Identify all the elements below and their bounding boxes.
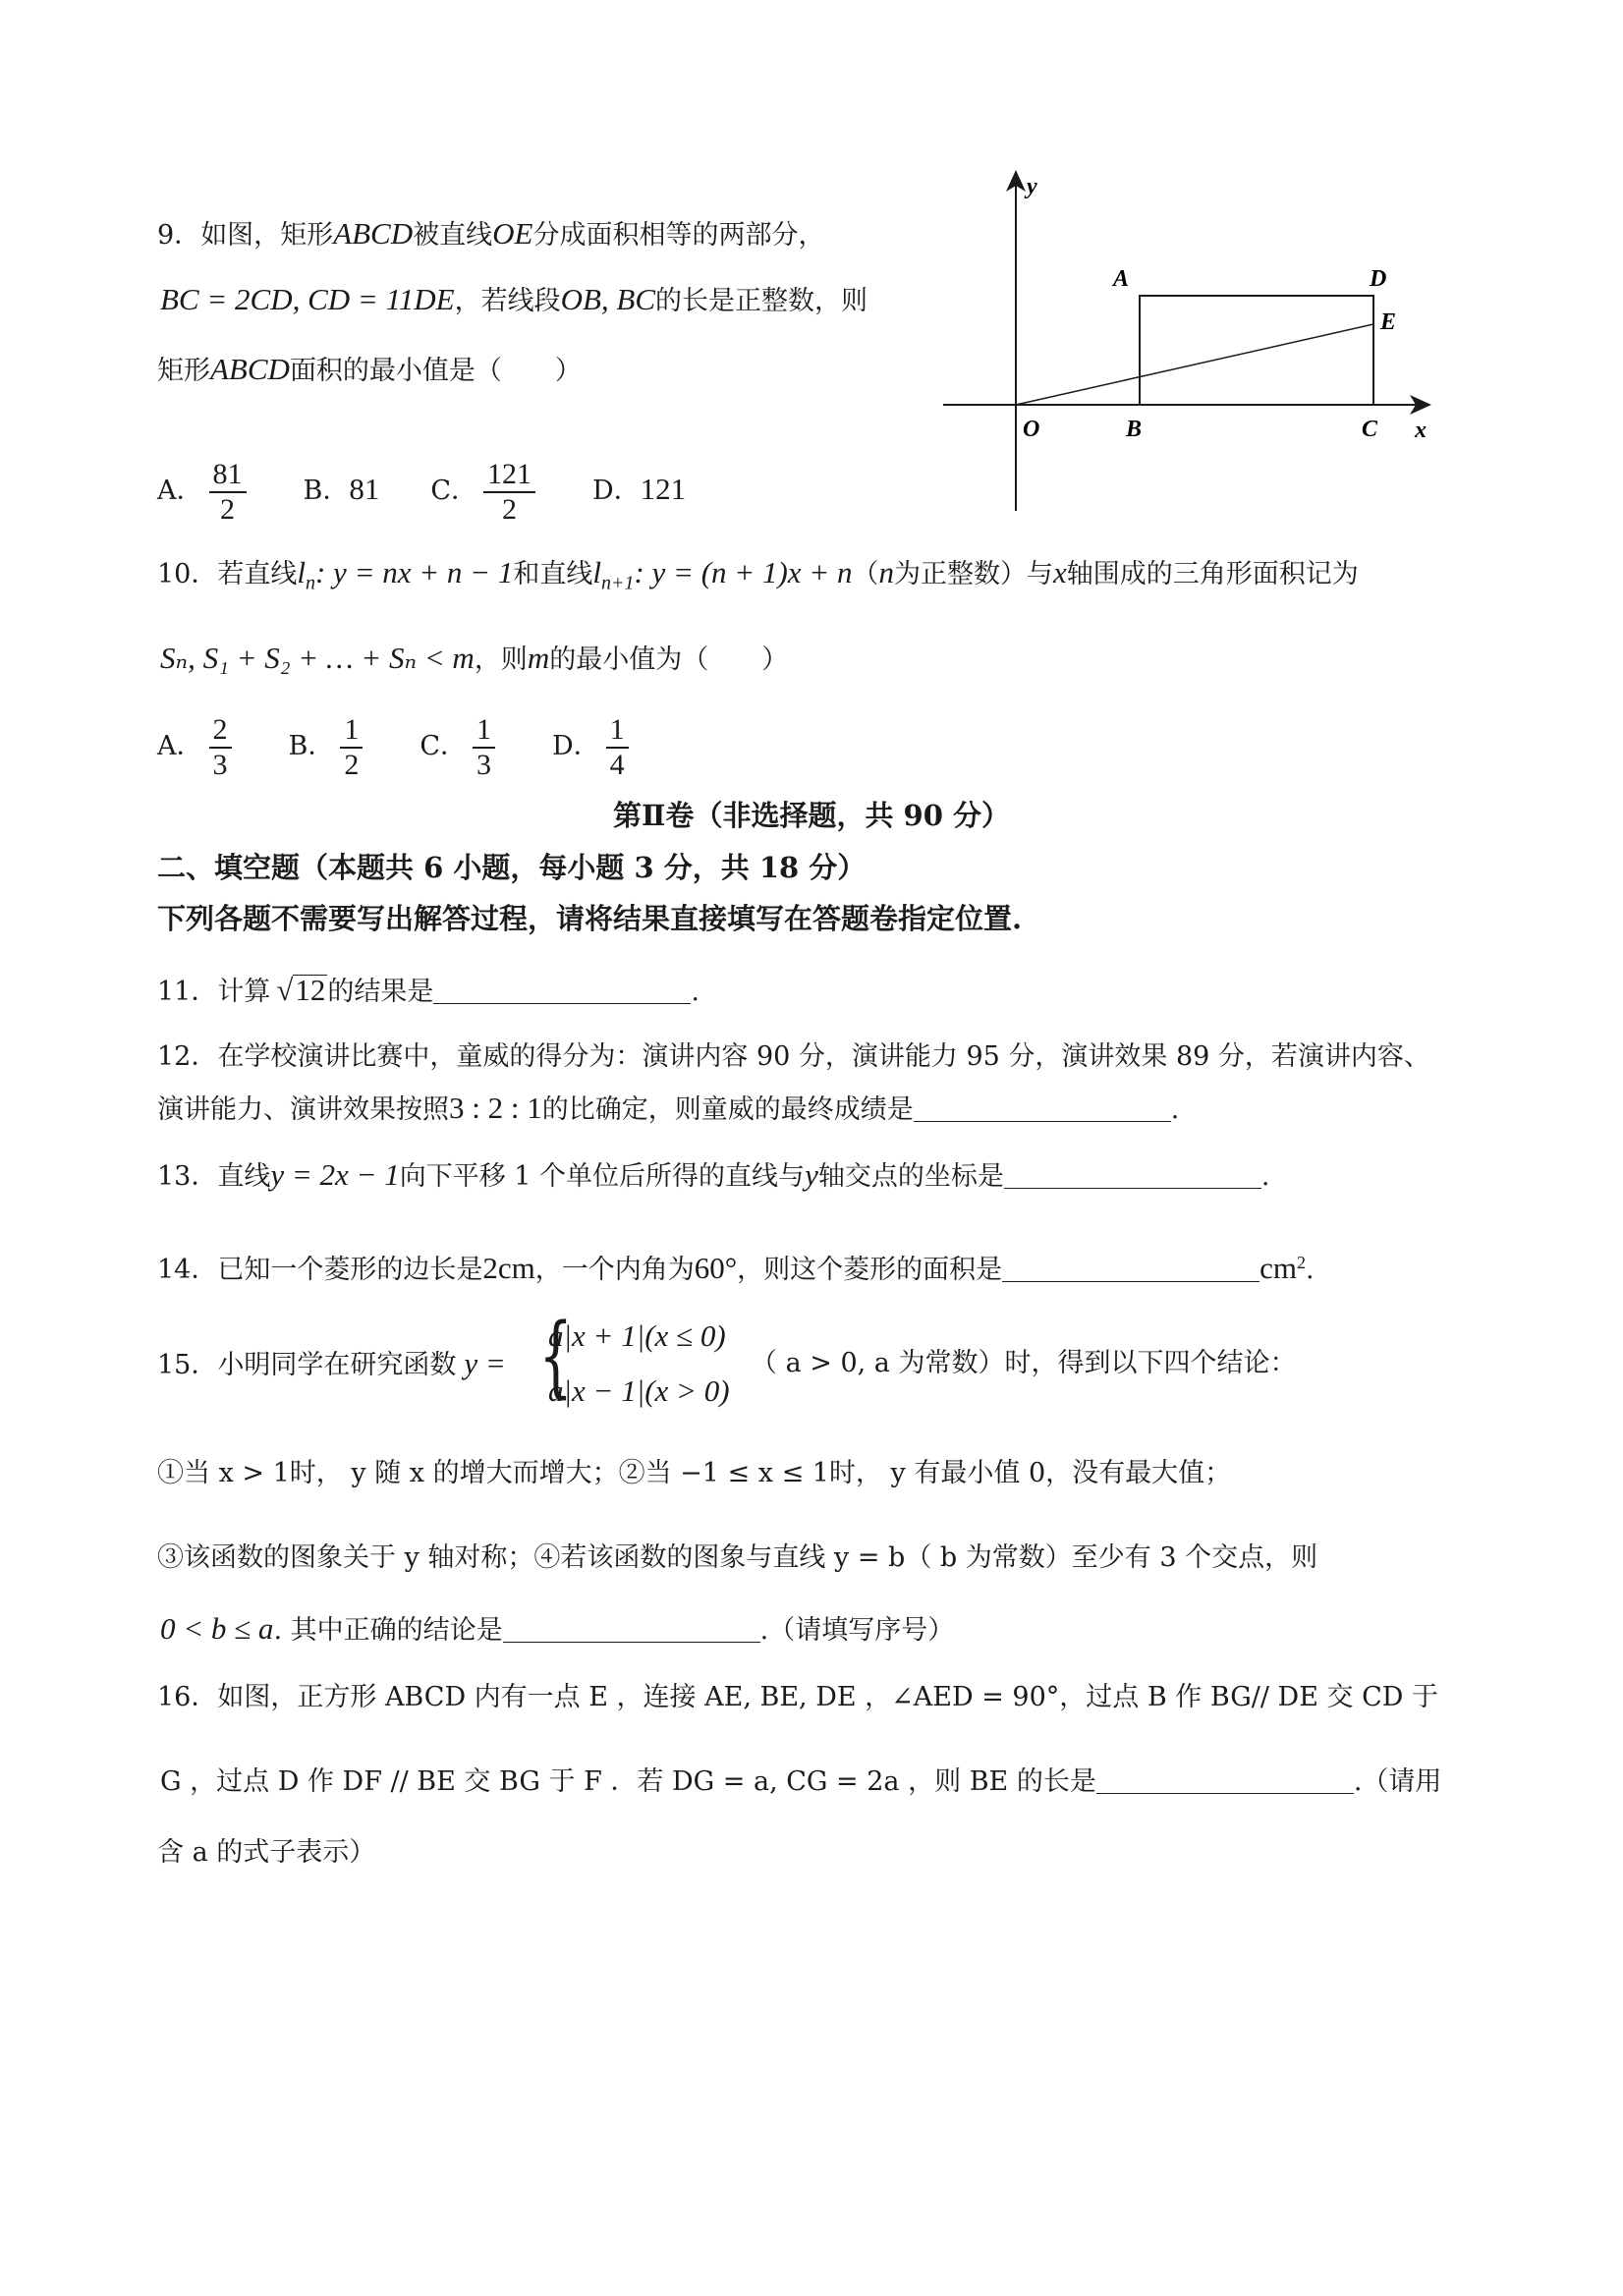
rectangle-figure	[933, 162, 1444, 526]
q14: 14．已知一个菱形的边长是2cm，一个内角为60°，则这个菱形的面积是 $cm^2$.	[157, 1251, 1315, 1285]
option-a: A． $\frac{81}{2}$	[157, 452, 252, 531]
question-number: 13．	[157, 1161, 218, 1192]
piecewise-case2: a|x − 1|(x > 0)	[548, 1373, 730, 1408]
option-c: C． $\frac{121}{2}$	[430, 452, 541, 531]
q11: 11．计算 √12的结果是 .	[157, 973, 700, 1007]
answer-blank	[503, 1616, 760, 1643]
point-d-label: D	[1370, 266, 1387, 292]
q12-line1: 12．在学校演讲比赛中，童威的得分为：演讲内容 90 分，演讲能力 95 分，演讲效果 89 分，若演讲内容、	[157, 1041, 1430, 1072]
q9-line2: BC = 2CD, CD = 11DE，若线段OB, BC的长是正整数，则	[160, 282, 868, 316]
radicand: 12	[295, 973, 326, 1007]
x-axis-label: x	[1415, 418, 1427, 443]
point-o-label: O	[1023, 417, 1040, 442]
question-number: 10．	[157, 559, 218, 589]
section2-instruction: 下列各题不需要写出解答过程，请将结果直接填写在答题卷指定位置.	[157, 902, 1023, 935]
q16-line3: 含 a 的式子表示）	[157, 1837, 376, 1868]
point-e-label: E	[1380, 309, 1397, 335]
question-number: 15．	[157, 1350, 218, 1380]
q9-line3: 矩形ABCD面积的最小值是（ ）	[157, 352, 582, 386]
question-number: 9．	[157, 220, 201, 251]
fraction: $\frac{81}{2}$	[209, 458, 247, 527]
option-c: C． $\frac{1}{3}$	[420, 707, 501, 786]
q10-line1: 10．若直线$l_n$: y = nx + n − 1和直线$l_{n+1}$: y = (n + 1)x + n（n为正整数）与x轴围成的三角形面积记为	[157, 555, 1359, 594]
y-axis-label: y	[1027, 174, 1037, 199]
q15-line1-a: 15．小明同学在研究函数 y =	[157, 1346, 506, 1380]
q12-line2: 演讲能力、演讲效果按照3 : 2 : 1的比确定，则童威的最终成绩是 .	[157, 1091, 1180, 1125]
option-b: B． $\frac{1}{2}$	[289, 707, 369, 786]
answer-blank	[1004, 1162, 1261, 1189]
answer-blank	[914, 1095, 1171, 1122]
fraction: $\frac{1}{3}$	[473, 713, 495, 782]
answer-blank	[1002, 1256, 1259, 1282]
option-a: A． $\frac{2}{3}$	[157, 707, 238, 786]
q15-line4: 0 < b ≤ a. 其中正确的结论是 .（请填写序号）	[160, 1611, 955, 1646]
q15-condition: （ a > 0, a 为常数）时，得到以下四个结论：	[751, 1348, 1297, 1378]
point-c-label: C	[1362, 417, 1378, 442]
q10-options	[157, 707, 686, 786]
q10-line2: Sₙ, S₁ + S₂ + … + Sₙ < m，则m的最小值为（ ）	[160, 641, 789, 675]
fraction: $\frac{2}{3}$	[209, 713, 232, 782]
question-number: 14．	[157, 1255, 218, 1285]
option-b: B．81	[303, 472, 380, 506]
q15-line2: ①当 x > 1时， y 随 x 的增大而增大；②当 −1 ≤ x ≤ 1时， y 有最小值 0，没有最大值；	[157, 1458, 1232, 1488]
answer-blank	[1096, 1767, 1354, 1794]
q9-line1: 9．如图，矩形ABCD被直线OE分成面积相等的两部分，	[157, 216, 825, 251]
piecewise-case1: a|x + 1|(x ≤ 0)	[548, 1318, 726, 1353]
answer-blank	[433, 978, 691, 1004]
q15-line3: ③该函数的图象关于 y 轴对称；④若该函数的图象与直线 y = b（ b 为常数）至少有 3 个交点，则	[157, 1542, 1318, 1573]
q9-options	[157, 450, 737, 531]
point-a-label: A	[1113, 266, 1130, 292]
fraction: $\frac{1}{4}$	[606, 713, 629, 782]
section2-heading: 二、填空题（本题共 6 小题，每小题 3 分，共 18 分）	[157, 851, 867, 884]
fraction: $\frac{121}{2}$	[483, 458, 535, 527]
q16-line1: 16．如图，正方形 ABCD 内有一点 E ，连接 AE, BE, DE ，∠AED = 90°，过点 B 作 BG// DE 交 CD 于	[157, 1682, 1438, 1712]
line-oe	[1016, 324, 1373, 405]
q16-line2: G ，过点 D 作 DF // BE 交 BG 于 F ．若 DG = a, CG = 2a ，则 BE 的长是 .（请用	[160, 1766, 1442, 1797]
question-number: 11．	[157, 977, 218, 1007]
option-d: D． $\frac{1}{4}$	[552, 707, 635, 786]
fraction: $\frac{1}{2}$	[340, 713, 363, 782]
piecewise-brace: {	[538, 1305, 573, 1408]
point-b-label: B	[1126, 417, 1143, 442]
q13: 13．直线y = 2x − 1向下平移 1 个单位后所得的直线与y轴交点的坐标是 .	[157, 1157, 1270, 1192]
option-d: D．121	[592, 472, 687, 506]
part2-title: 第Ⅱ卷（非选择题，共 90 分）	[613, 799, 1010, 832]
